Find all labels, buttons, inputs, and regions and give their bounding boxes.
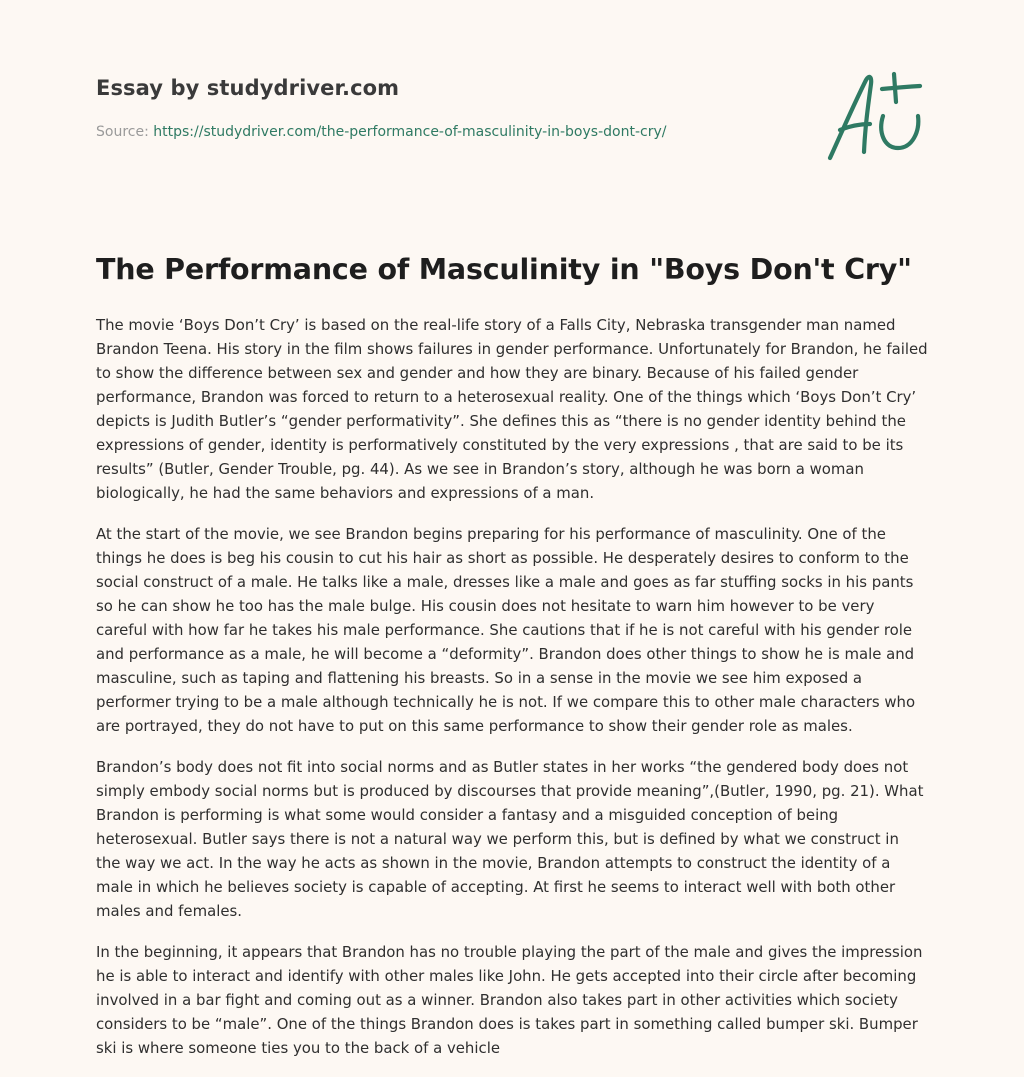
source-label: Source:	[96, 124, 149, 140]
essay-title: The Performance of Masculinity in "Boys Don't Cry"	[96, 253, 912, 286]
a-plus-logo-icon	[820, 66, 930, 166]
essay-paragraph: The movie ‘Boys Don’t Cry’ is based on the real-life story of a Falls City, Nebraska transgender man named Brandon Teena. His story in the film shows failures in gender performance. Unfortunately for Brandon, he failed to show the difference between sex and gender and how they are binary. Because of his failed gender performance, Brandon was forced to return to a heterosexual reality. One of the things which ‘Boys Don’t Cry’ depicts is Judith Butler’s “gender performativity”. She defines this as “there is no gender identity behind the expressions of gender, identity is performatively constituted by the very expressions , that are said to be its results” (Butler, Gender Trouble, pg. 44). As we see in Brandon’s story, although he was born a woman biologically, he had the same behaviors and expressions of a man.	[96, 316, 928, 502]
source-line	[96, 124, 666, 140]
essay-paragraph: At the start of the movie, we see Brandon begins preparing for his performance of masculinity. One of the things he does is beg his cousin to cut his hair as short as possible. He desperately desires to conform to the social construct of a male. He talks like a male, dresses like a male and goes as far stuffing socks in his pants so he can show he too has the male bulge. His cousin does not hesitate to warn him however to be very careful with how far he takes his male performance. She cautions that if he is not careful with his gender role and performance as a male, he will become a “deformity”. Brandon does other things to show he is male and masculine, such as taping and flattening his breasts. So in a sense in the movie we see him exposed a performer trying to be a male although technically he is not. If we compare this to other male characters who are portrayed, they do not have to put on this same performance to show their gender role as males.	[96, 525, 916, 735]
brand-heading: Essay by studydriver.com	[96, 76, 400, 100]
essay-paragraph: Brandon’s body does not fit into social norms and as Butler states in her works “the gendered body does not simply embody social norms but is produced by discourses that provide meaning”,(Butler, 1990, pg. 21). What Brandon is performing is what some would consider a fantasy and a misguided conception of being heterosexual. Butler says there is not a natural way we perform this, but is defined by what we construct in the way we act. In the way he acts as shown in the movie, Brandon attempts to construct the identity of a male in which he believes society is capable of accepting. At first he seems to interact well with both other males and females.	[96, 758, 924, 920]
essay-body	[96, 313, 928, 1077]
source-link[interactable]: https://studydriver.com/the-performance-of-masculinity-in-boys-dont-cry/	[153, 124, 667, 140]
essay-paragraph: In the beginning, it appears that Brandon has no trouble playing the part of the male and gives the impression he is able to interact and identify with other males like John. He gets accepted into their circle after becoming involved in a bar fight and coming out as a winner. Brandon also takes part in other activities which society considers to be “male”. One of the things Brandon does is takes part in something called bumper ski. Bumper ski is where someone ties you to the back of a vehicle	[96, 943, 923, 1057]
